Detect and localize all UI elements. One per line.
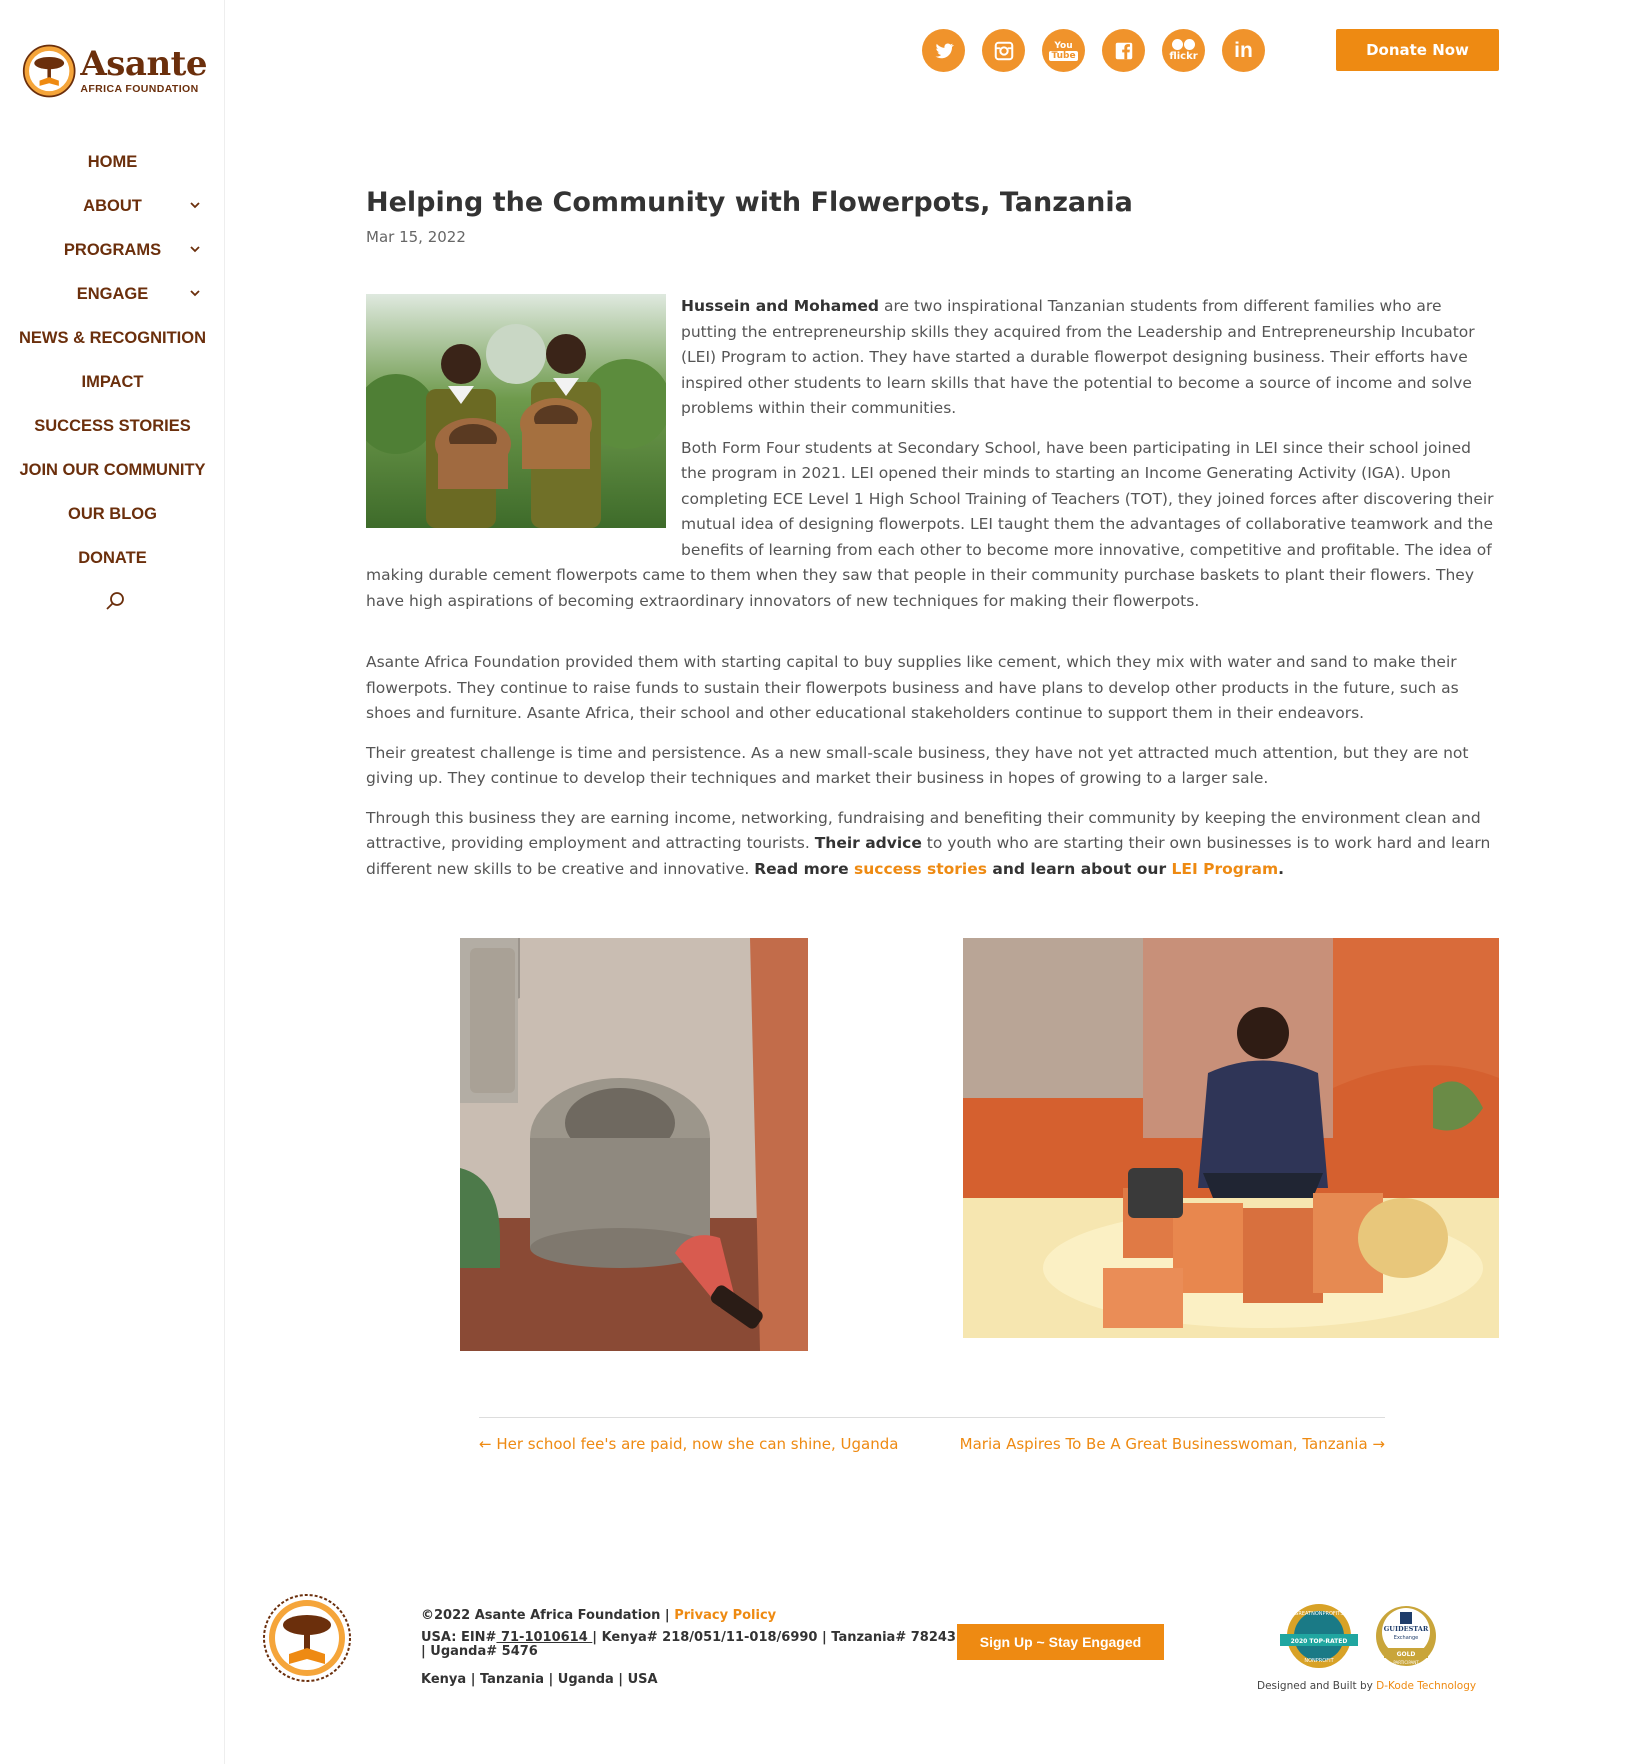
nav-programs-label: PROGRAMS <box>63 240 162 259</box>
badge2-mid: Exchange <box>1393 1635 1419 1641</box>
designed-by-text: Designed and Built by <box>1257 1680 1377 1692</box>
cement-flowerpot-photo <box>460 938 808 1351</box>
nav-donate[interactable] <box>0 536 225 580</box>
nav-our-blog[interactable] <box>0 492 225 536</box>
students-with-flowerpots-photo <box>366 294 666 528</box>
chevron-down-icon[interactable] <box>187 285 203 301</box>
logo-text <box>80 44 207 96</box>
flickr-icon[interactable] <box>1162 29 1205 72</box>
nav-about-label: ABOUT <box>83 196 142 215</box>
ein-prefix: USA: EIN# <box>421 1630 497 1645</box>
privacy-policy-link[interactable]: Privacy Policy <box>674 1608 777 1623</box>
nav-engage[interactable] <box>0 272 225 316</box>
footer-copyright-line <box>421 1609 961 1623</box>
facebook-icon[interactable] <box>1102 29 1145 72</box>
nav-join-community[interactable] <box>0 448 225 492</box>
nav-impact[interactable] <box>0 360 225 404</box>
paragraph-5-c: to youth who are starting their own businesses is to work hard and learn different new skills to be creative and innovative. <box>366 834 1491 878</box>
paragraph-5-e: and learn about our <box>986 859 1172 878</box>
nav-success-label: SUCCESS STORIES <box>34 416 191 435</box>
badge2-bottom: GOLD <box>1396 1651 1416 1658</box>
instagram-icon[interactable] <box>982 29 1025 72</box>
next-post-link[interactable]: Maria Aspires To Be A Great Businesswoman, Tanzania → <box>959 1435 1385 1453</box>
logo-subtitle: AFRICA FOUNDATION <box>80 83 199 96</box>
nav-blog-label: OUR BLOG <box>68 504 157 523</box>
paragraph-3: Asante Africa Foundation provided them with starting capital to buy supplies like cement, which they mix with water and sand to make their flowerpots. They continue to raise funds to sustain their flowerpots business and have plans to develop other products in the future, such as shoes and furniture. Asante Africa, their school and other educational stakeholders continue to support them in their endeavors. <box>366 653 1459 722</box>
nav-news-label: NEWS & RECOGNITION <box>18 328 206 347</box>
nav-news-recognition[interactable] <box>0 316 225 360</box>
youtube-text-top: You <box>1054 40 1073 51</box>
paragraph-5-a: Through this business they are earning income, networking, fundraising and benefiting their community by keeping the environment clean and attractive, providing employment and attracting tourists. <box>366 808 1481 852</box>
paragraph-1-text: are two inspirational Tanzanian students from different families who are putting the entrepreneurship skills they acquired from the Leadership and Entrepreneurship Incubator (LEI) Program to action. They have started a durable flowerpot designing business. Their efforts have inspired other students to learn skills that have the potential to become a source of income and solve problems within their communities. <box>681 297 1475 417</box>
badge2-top: GUIDESTAR <box>1383 1625 1429 1633</box>
nav-programs[interactable] <box>0 228 225 272</box>
paragraph-5-bold: Their advice <box>814 834 922 852</box>
young-man-making-flowerpots-photo <box>963 938 1499 1338</box>
paragraph-4: Their greatest challenge is time and persistence. As a new small-scale business, they have not yet attracted much attention, but they are not giving up. They continue to develop their techniques and market their business in hopes of growing to a larger sale. <box>366 743 1469 787</box>
nav-home[interactable] <box>0 140 225 184</box>
paragraph-5 <box>366 806 1499 883</box>
main-nav <box>0 140 225 580</box>
designed-by <box>1257 1680 1476 1692</box>
success-stories-link[interactable]: success stories <box>854 859 987 878</box>
paragraph-5-read-more: Read more <box>754 859 854 878</box>
nav-about[interactable] <box>0 184 225 228</box>
footer-registration <box>421 1631 961 1659</box>
post-content <box>366 186 1499 896</box>
nav-donate-label: DONATE <box>78 548 147 567</box>
twitter-icon[interactable] <box>922 29 965 72</box>
nonprofit-badges <box>1276 1600 1446 1672</box>
badge2-foot: PARTICIPANT <box>1393 1660 1419 1665</box>
footer-logo-icon[interactable] <box>262 1592 352 1684</box>
post-body <box>366 294 1499 882</box>
post-date: Mar 15, 2022 <box>366 228 466 246</box>
badge1-bottom: NONPROFIT <box>1304 1658 1334 1664</box>
nav-impact-label: IMPACT <box>81 372 144 391</box>
youtube-text-bottom: Tube <box>1051 50 1076 61</box>
post-navigation <box>479 1417 1385 1453</box>
chevron-down-icon[interactable] <box>187 197 203 213</box>
donate-now-button[interactable]: Donate Now <box>1336 29 1499 71</box>
logo-name: Asante <box>80 44 207 85</box>
previous-post-link[interactable]: ← Her school fee's are paid, now she can shine, Uganda <box>479 1435 899 1453</box>
nav-success-stories[interactable] <box>0 404 225 448</box>
badge1-top: GREATNONPROFITS <box>1294 1611 1344 1617</box>
nav-join-label: JOIN OUR COMMUNITY <box>19 460 206 479</box>
lei-program-link[interactable]: LEI Program <box>1171 859 1279 878</box>
guidestar-gold-badge-icon <box>1376 1606 1436 1666</box>
flickr-text: flickr <box>1169 51 1198 62</box>
copyright-text: ©2022 Asante Africa Foundation | <box>421 1608 675 1623</box>
site-logo[interactable] <box>22 36 207 106</box>
footer-countries: Kenya | Tanzania | Uganda | USA <box>421 1672 658 1687</box>
search-icon[interactable] <box>104 590 126 612</box>
sidebar <box>0 0 225 1764</box>
post-title: Helping the Community with Flowerpots, Tanzania <box>366 187 1133 218</box>
social-links <box>922 29 1265 72</box>
footer-info <box>421 1609 961 1687</box>
badge1-mid: 2020 TOP-RATED <box>1290 1638 1348 1645</box>
paragraph-5-f: . <box>1278 859 1285 878</box>
student-names: Hussein and Mohamed <box>681 297 880 315</box>
registration-numbers: | Kenya# 218/051/11-018/6990 | Tanzania# 78243 | Uganda# 5476 <box>421 1630 956 1659</box>
paragraph-2: Both Form Four students at Secondary School, have been participating in LEI since their school joined the program in 2021. LEI opened their minds to starting an Income Generating Activity (IGA). Upon completing ECE Level 1 High School Training of Teachers (TOT), they joined forces after discovering their mutual idea of designing flowerpots. LEI taught them the advantages of collaborative teamwork and the benefits of learning from each other to become more innovative, competitive and profitable. The idea of making durable cement flowerpots came to them when they saw that people in their community purchase baskets to plant their flowers. They have high aspirations of becoming extraordinary innovators of new techniques for making their flowerpots. <box>366 438 1494 610</box>
nav-home-label: HOME <box>87 152 138 171</box>
dkode-technology-link[interactable]: D-Kode Technology <box>1376 1680 1477 1692</box>
tree-logo-icon <box>22 40 76 102</box>
linkedin-text: in <box>1234 38 1253 62</box>
nav-engage-label: ENGAGE <box>76 284 149 303</box>
ein-number: 71-1010614 <box>496 1630 593 1645</box>
sign-up-stay-engaged-button[interactable]: Sign Up ~ Stay Engaged <box>957 1624 1164 1660</box>
linkedin-icon[interactable] <box>1222 29 1265 72</box>
chevron-down-icon[interactable] <box>187 241 203 257</box>
greatnonprofits-badge-icon <box>1280 1604 1358 1668</box>
youtube-icon[interactable] <box>1042 29 1085 72</box>
